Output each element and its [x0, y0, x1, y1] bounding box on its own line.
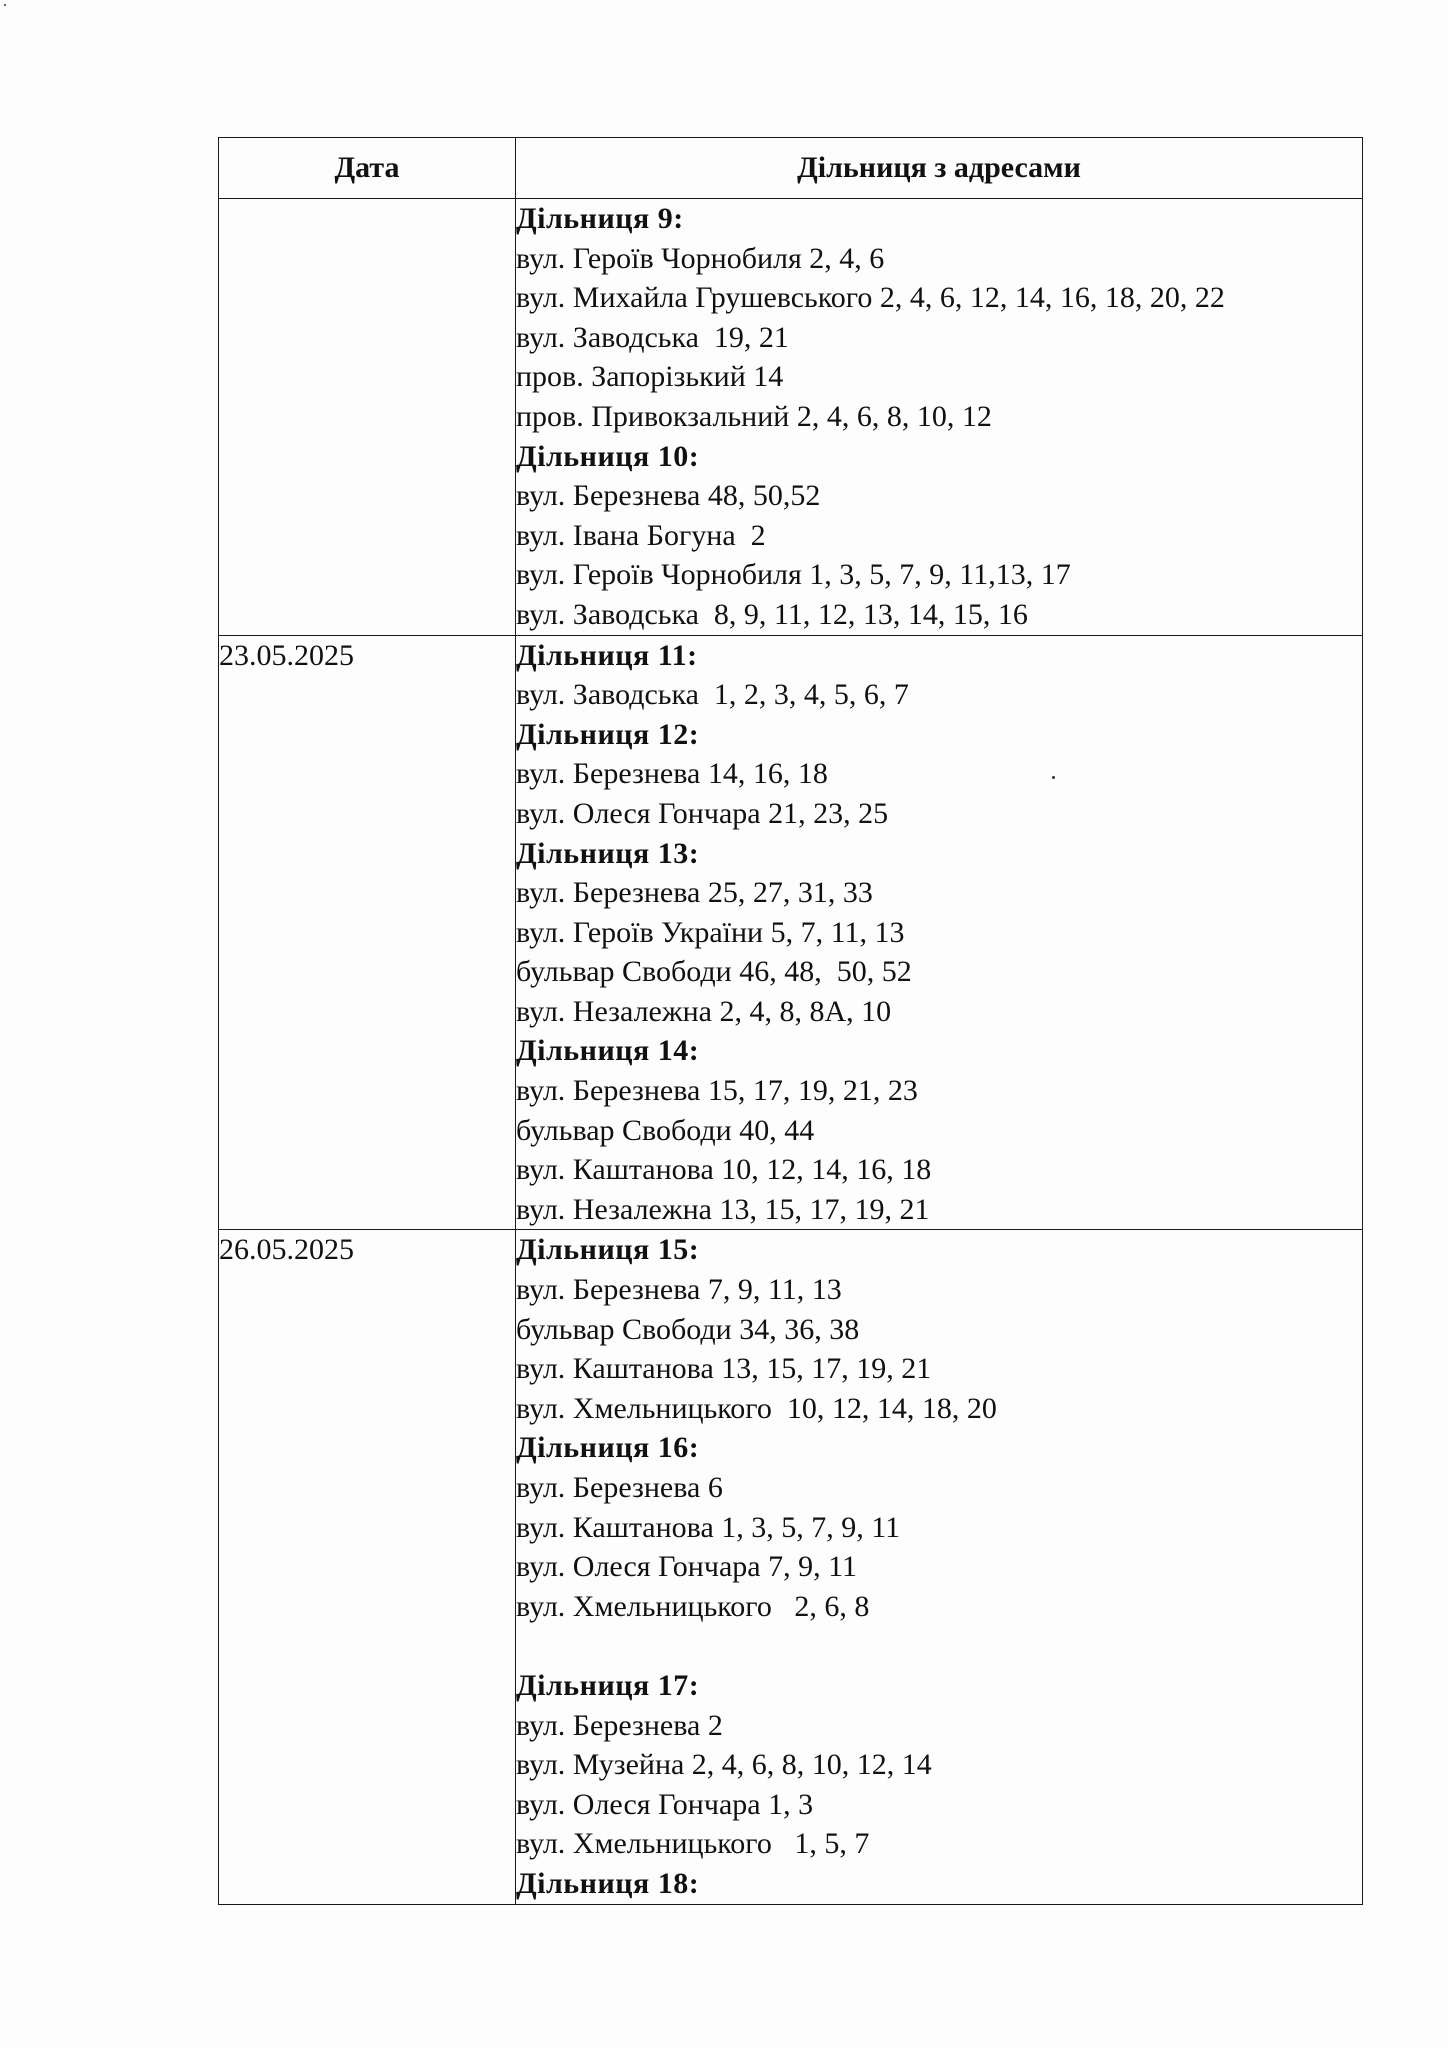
address-line: вул. Заводська 1, 2, 3, 4, 5, 6, 7	[516, 678, 909, 712]
address-line: вул. Березнева 15, 17, 19, 21, 23	[516, 1074, 918, 1108]
address-line: бульвар Свободи 40, 44	[516, 1113, 815, 1147]
address-line: вул. Хмельницького 2, 6, 8	[516, 1589, 870, 1623]
address-line: вул. Героїв України 5, 7, 11, 13	[516, 915, 905, 949]
address-line: бульвар Свободи 46, 48, 50, 52	[516, 955, 912, 989]
address-line: вул. Заводська 8, 9, 11, 12, 13, 14, 15, 16	[516, 597, 1028, 631]
address-line: вул. Героїв Чорнобиля 1, 3, 5, 7, 9, 11,13, 17	[516, 558, 1071, 592]
address-line: вул. Незалежна 13, 15, 17, 19, 21	[516, 1192, 930, 1226]
date-cell	[219, 199, 516, 636]
table-row	[219, 199, 1363, 636]
address-line: вул. Березнева 7, 9, 11, 13	[516, 1273, 842, 1307]
address-line: вул. Музейна 2, 4, 6, 8, 10, 12, 14	[516, 1748, 932, 1782]
scan-speck	[1052, 776, 1055, 779]
date-column-header: Дата	[219, 138, 516, 199]
address-cell	[516, 635, 1363, 1230]
district-title: Дільниця 12:	[516, 717, 700, 751]
district-title: Дільниця 14:	[516, 1034, 700, 1068]
address-line: пров. Запорізький 14	[516, 360, 784, 394]
address-line: вул. Березнева 2	[516, 1708, 723, 1742]
schedule-table	[218, 137, 1363, 1905]
address-line: вул. Березнева 48, 50,52	[516, 479, 821, 513]
address-line: вул. Березнева 14, 16, 18	[516, 757, 828, 791]
address-line: вул. Незалежна 2, 4, 8, 8А, 10	[516, 994, 892, 1028]
address-line: вул. Героїв Чорнобиля 2, 4, 6	[516, 241, 885, 275]
address-line: вул. Каштанова 10, 12, 14, 16, 18	[516, 1153, 932, 1187]
address-line: вул. Олеся Гончара 7, 9, 11	[516, 1550, 857, 1584]
table-header-row	[219, 138, 1363, 199]
address-line: вул. Хмельницького 10, 12, 14, 18, 20	[516, 1391, 997, 1425]
blank-line	[516, 1626, 1362, 1666]
address-line: вул. Олеся Гончара 1, 3	[516, 1787, 814, 1821]
district-title: Дільниця 15:	[516, 1233, 700, 1267]
district-title: Дільниця 17:	[516, 1668, 700, 1702]
district-title: Дільниця 16:	[516, 1431, 700, 1465]
district-title: Дільниця 18:	[516, 1866, 700, 1900]
address-line: бульвар Свободи 34, 36, 38	[516, 1312, 860, 1346]
address-line: вул. Олеся Гончара 21, 23, 25	[516, 796, 889, 830]
scan-speck	[4, 4, 6, 6]
district-title: Дільниця 13:	[516, 836, 700, 870]
date-cell: 23.05.2025	[219, 635, 516, 1230]
address-line: вул. Михайла Грушевського 2, 4, 6, 12, 14, 16, 18, 20, 22	[516, 281, 1225, 315]
district-title: Дільниця 9:	[516, 202, 684, 235]
address-line: вул. Івана Богуна 2	[516, 518, 766, 552]
schedule-body	[219, 199, 1363, 1905]
address-line: вул. Заводська 19, 21	[516, 320, 789, 354]
date-cell: 26.05.2025	[219, 1230, 516, 1904]
address-line: вул. Каштанова 13, 15, 17, 19, 21	[516, 1352, 932, 1386]
address-cell	[516, 199, 1363, 636]
address-column-header: Дільниця з адресами	[516, 138, 1363, 199]
district-title: Дільниця 11:	[516, 638, 698, 672]
address-line: вул. Хмельницького 1, 5, 7	[516, 1827, 870, 1861]
address-line: вул. Каштанова 1, 3, 5, 7, 9, 11	[516, 1510, 901, 1544]
address-line: вул. Березнева 6	[516, 1471, 723, 1504]
district-title: Дільниця 10:	[516, 439, 700, 473]
table-row	[219, 635, 1363, 1230]
address-cell	[516, 1230, 1363, 1904]
address-line: вул. Березнева 25, 27, 31, 33	[516, 876, 873, 910]
address-line: пров. Привокзальний 2, 4, 6, 8, 10, 12	[516, 399, 992, 433]
table-row	[219, 1230, 1363, 1904]
